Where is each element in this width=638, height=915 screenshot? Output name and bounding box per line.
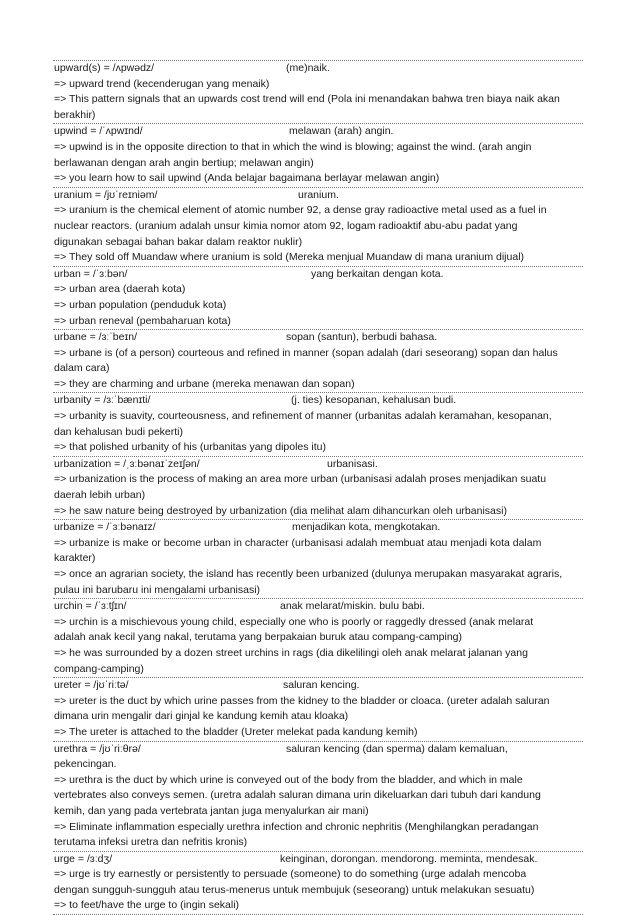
- headword: uranium = /jʊˈreɪniəm/: [54, 188, 158, 201]
- entry-head: [54, 188, 583, 204]
- entry-line: => upwind is in the opposite direction to that in which the wind is blowing; against the wind. (arah angin: [54, 140, 532, 153]
- entry-head: [54, 124, 583, 140]
- entry-head: [54, 393, 583, 409]
- entry-line: => you learn how to sail upwind (Anda belajar bagaimana berlayar melawan angin): [54, 172, 440, 185]
- entry-head: [54, 61, 583, 77]
- entry-line: => urbanize is make or become urban in character (urbanisasi adalah membuat atau menjadi kota dalam: [54, 536, 542, 549]
- dictionary-entry: [53, 678, 583, 741]
- entry-line: dalam cara): [54, 362, 110, 375]
- headword: urbanization = /ˌɜːbənaɪˈzeɪʃən/: [54, 457, 200, 470]
- entry-line: => urban area (daerah kota): [54, 283, 186, 296]
- entry-line: => The ureter is attached to the bladder (Ureter melekat pada kandung kemih): [54, 725, 418, 738]
- entry-line: pulau ini barubaru ini mengalami urbanisasi): [54, 583, 261, 596]
- dictionary-page: [53, 60, 583, 915]
- entry-line: => that polished urbanity of his (urbanitas yang dipoles itu): [54, 441, 327, 454]
- headword: urbanize = /ˈɜːbənaɪz/: [54, 521, 156, 534]
- entry-head: [54, 520, 583, 536]
- entry-head: [54, 742, 583, 758]
- entry-line: dengan sungguh-sungguh atau terus-menerus untuk membujuk (seseorang) untuk melakukan sesuatu): [54, 883, 535, 896]
- entry-line: => to feet/have the urge to (ingin sekali): [54, 899, 240, 912]
- entry-line: daerah lebih urban): [54, 489, 146, 502]
- translation: sopan (santun), berbudi bahasa.: [286, 331, 438, 344]
- entry-line: => they are charming and urbane (mereka menawan dan sopan): [54, 377, 355, 390]
- entry-line: => uranium is the chemical element of atomic number 92, a dense gray radioactive metal used as a fuel in: [54, 204, 547, 217]
- entry-line: karakter): [54, 552, 96, 565]
- entry-head: [54, 330, 583, 346]
- entry-line: pekencingan.: [54, 758, 117, 771]
- entry-line: => Eliminate inflammation especially urethra infection and chronic nephritis (Menghilangkan peradangan: [54, 820, 539, 833]
- entry-line: => he saw nature being destroyed by urbanization (dia melihat alam dihancurkan oleh urbanisasi): [54, 504, 507, 517]
- entry-line: digunakan sebagai bahan bakar dalam reaktor nuklir): [54, 235, 303, 248]
- dictionary-entry: [53, 599, 583, 678]
- entry-line: dan kehalusan budi pekerti): [54, 425, 184, 438]
- entry-line: kemih, dan yang pada vertebrata jantan juga menyalurkan air mani): [54, 804, 369, 817]
- entry-line: => once an agrarian society, the island has recently been urbanized (dulunya merupakan masyarakat agraris,: [54, 568, 563, 580]
- entry-line: adalah anak kecil yang nakal, terutama yang berpakaian buruk atau compang-camping): [54, 631, 463, 644]
- translation: menjadikan kota, mengkotakan.: [292, 521, 441, 534]
- entry-line: nuclear reactors. (uranium adalah unsur kimia nomor atom 92, logam radioaktif abu-abu padat yang: [54, 219, 518, 232]
- translation: yang berkaitan dengan kota.: [311, 267, 444, 280]
- dictionary-entry: [53, 330, 583, 393]
- headword: urbanity = /ɜːˈbænɪti/: [54, 394, 151, 407]
- entry-line: => urbanity is suavity, courteousness, and refinement of manner (urbanitas adalah keramahan, kesopanan,: [54, 410, 552, 423]
- dictionary-entry: [53, 742, 583, 852]
- headword: urchin = /ˈɜːtʃɪn/: [54, 600, 127, 613]
- entry-line: => urban population (penduduk kota): [54, 298, 227, 311]
- translation: uranium.: [298, 188, 339, 201]
- translation: urbanisasi.: [327, 457, 378, 470]
- headword: urethra = /jʊˈriːθrə/: [54, 742, 141, 755]
- entry-line: => he was surrounded by a dozen street urchins in rags (dia dikelilingi oleh anak melarat jalanan yang: [54, 646, 528, 659]
- entry-head: [54, 599, 583, 615]
- entry-head: [54, 852, 583, 868]
- translation: keinginan, dorongan. mendorong. meminta, mendesak.: [280, 852, 538, 865]
- dictionary-entry: [53, 393, 583, 456]
- dictionary-entry: [53, 520, 583, 599]
- entry-line: => urge is try earnestly or persistently to persuade (someone) to do something (urge adalah mencoba: [54, 868, 527, 881]
- translation: (me)naik.: [286, 62, 330, 74]
- dictionary-entry: [53, 457, 583, 520]
- translation: melawan (arah) angin.: [289, 125, 394, 138]
- entry-line: compang-camping): [54, 662, 144, 675]
- entry-line: => urethra is the duct by which urine is conveyed out of the body from the bladder, and which in male: [54, 773, 523, 786]
- headword: urbane = /ɜːˈbeɪn/: [54, 331, 137, 344]
- translation: saluran kencing.: [283, 679, 360, 692]
- headword: upwind = /ˈʌpwɪnd/: [54, 125, 143, 138]
- entry-line: berakhir): [54, 108, 96, 121]
- dictionary-entry: [53, 852, 583, 915]
- translation: (j. ties) kesopanan, kehalusan budi.: [291, 394, 457, 407]
- entry-head: [54, 457, 583, 473]
- entry-line: => They sold off Muandaw where uranium is sold (Mereka menjual Muandaw di mana uranium dijual): [54, 251, 525, 264]
- entry-line: => urbane is (of a person) courteous and refined in manner (sopan adalah (dari seseorang) sopan dan halus: [54, 346, 558, 359]
- entry-line: => ureter is the duct by which urine passes from the kidney to the bladder or cloaca. (ureter adalah saluran: [54, 694, 550, 707]
- headword: ureter = /jʊˈriːtə/: [54, 679, 129, 692]
- entry-line: => urbanization is the process of making an area more urban (urbanisasi adalah proses menjadikan suatu: [54, 473, 547, 486]
- translation: anak melarat/miskin. bulu babi.: [280, 600, 425, 613]
- entry-line: berlawanan dengan arah angin bertiup; melawan angin): [54, 156, 314, 169]
- entry-line: => urban reneval (pembaharuan kota): [54, 314, 231, 327]
- entry-line: vertebrates also conveys semen. (uretra adalah saluran dimana urin dikeluarkan dari tubuh dari kandung: [54, 789, 541, 802]
- entry-head: [54, 267, 583, 283]
- entry-line: dimana urin mengalir dari ginjal ke kandung kemih atau kloaka): [54, 710, 349, 723]
- dictionary-entry: [53, 124, 583, 187]
- entry-line: terutama infeksi uretra dan nefritis kronis): [54, 836, 248, 849]
- entry-head: [54, 678, 583, 694]
- headword: urge = /ɜːdʒ/: [54, 852, 113, 865]
- dictionary-entry: [53, 267, 583, 330]
- dictionary-entry: [53, 61, 583, 124]
- headword: urban = /ˈɜːbən/: [54, 267, 128, 280]
- translation: saluran kencing (dan sperma) dalam kemaluan,: [286, 742, 508, 755]
- headword: upward(s) = /ʌpwədz/: [54, 62, 155, 74]
- dictionary-entry: [53, 188, 583, 267]
- entry-line: => urchin is a mischievous young child, especially one who is poorly or raggedly dressed (anak melarat: [54, 615, 534, 628]
- entry-line: => This pattern signals that an upwards cost trend will end (Pola ini menandakan bahwa tren biaya naik akan: [54, 93, 560, 106]
- entry-line: => upward trend (kecenderugan yang menaik): [54, 77, 270, 90]
